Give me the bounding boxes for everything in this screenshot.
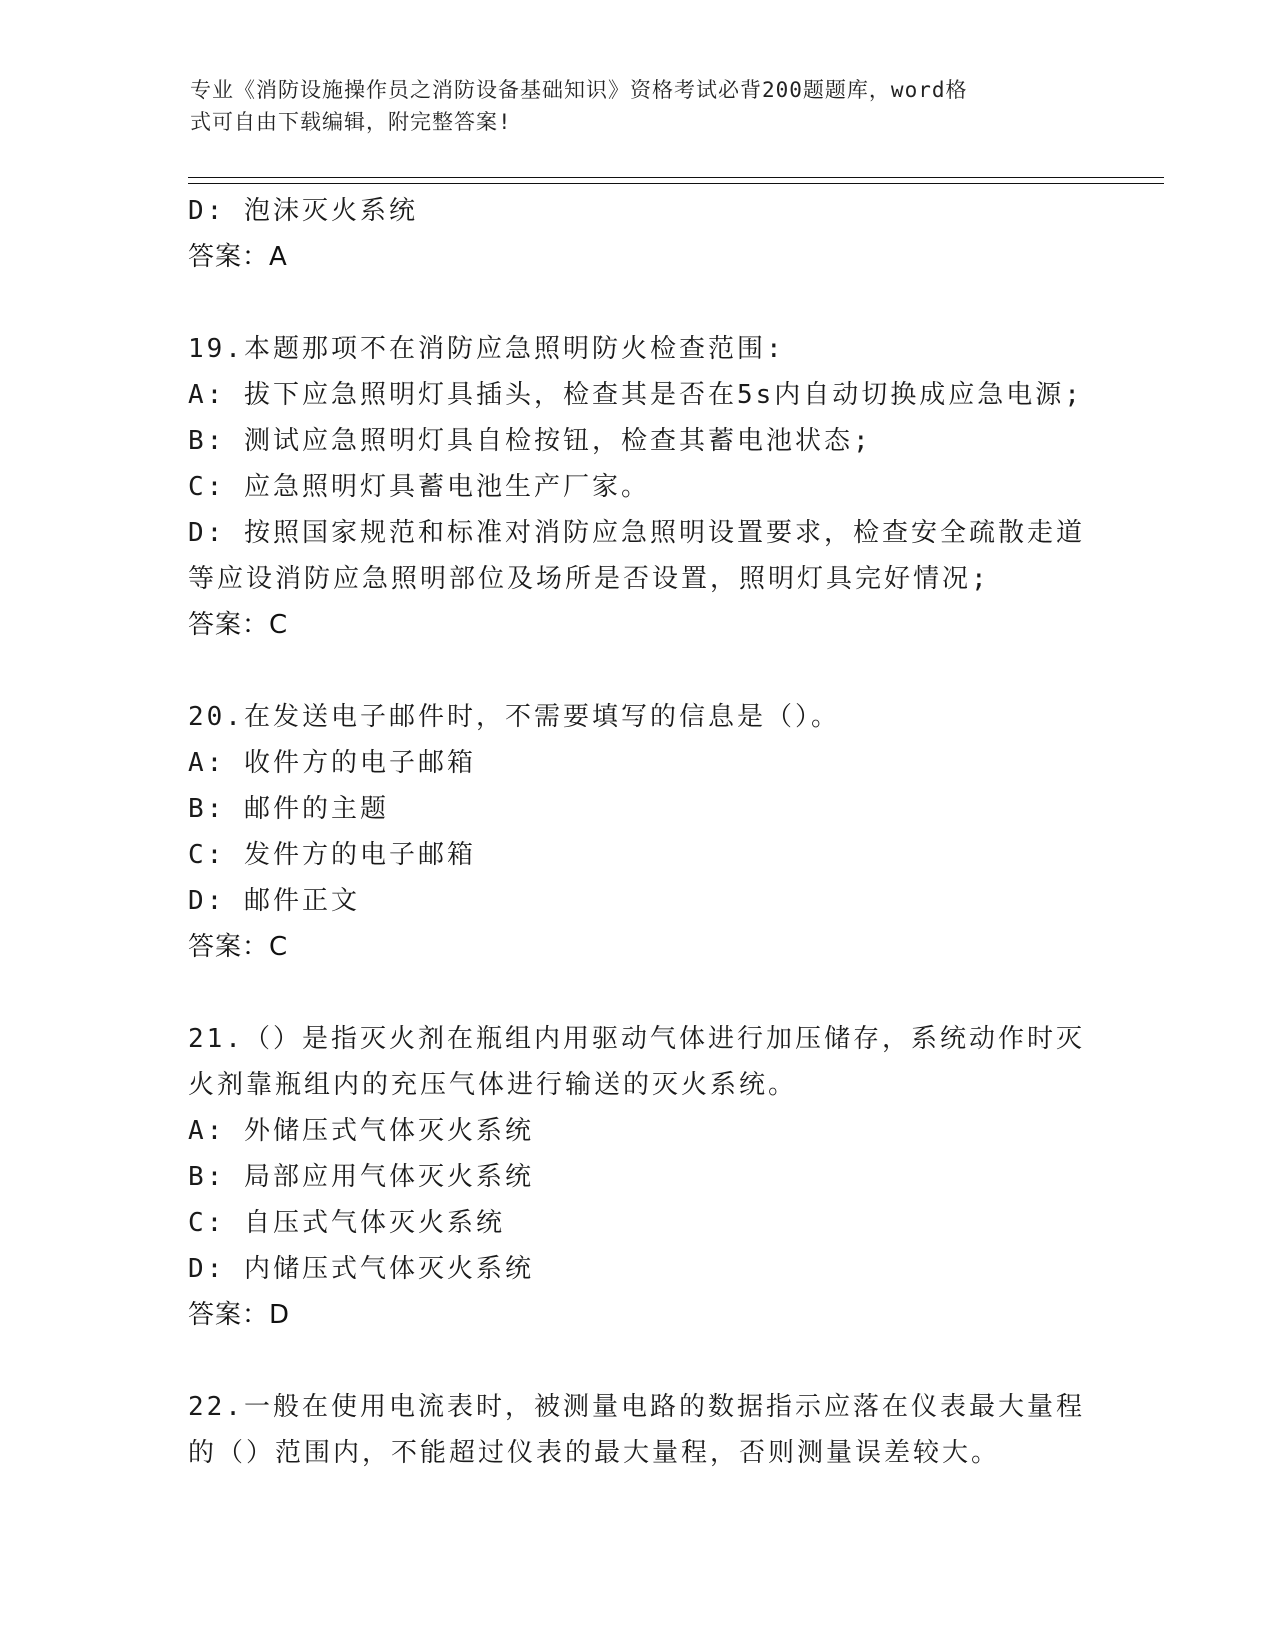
question-stem: 20.在发送电子邮件时，不需要填写的信息是（）。 [188, 702, 840, 732]
option-d-line-1: D: 按照国家规范和标准对消防应急照明设置要求，检查安全疏散走道 [188, 518, 1085, 548]
answer: 答案：A [188, 242, 288, 272]
header-line-2: 式可自由下载编辑，附完整答案! [190, 110, 512, 134]
question-stem-line-2: 的（）范围内，不能超过仪表的最大量程，否则测量误差较大。 [188, 1438, 1001, 1468]
answer: 答案：C [188, 610, 289, 640]
question-19 [188, 326, 1088, 648]
option-a: A: 收件方的电子邮箱 [188, 748, 476, 778]
option-b: B: 邮件的主题 [188, 794, 389, 824]
option-c: C: 应急照明灯具蓄电池生产厂家。 [188, 472, 650, 502]
option-d: D: 内储压式气体灭火系统 [188, 1254, 534, 1284]
option-b: B: 测试应急照明灯具自检按钮，检查其蓄电池状态; [188, 426, 872, 456]
question-stem-line-1: 21.（）是指灭火剂在瓶组内用驱动气体进行加压储存，系统动作时灭 [188, 1024, 1085, 1054]
option-b: B: 局部应用气体灭火系统 [188, 1162, 534, 1192]
question-18-tail [188, 188, 1088, 280]
spacer [188, 648, 1088, 694]
question-21 [188, 1016, 1088, 1338]
spacer [188, 280, 1088, 326]
option-a: A: 拔下应急照明灯具插头，检查其是否在5s内自动切换成应急电源; [188, 380, 1083, 410]
spacer [188, 1338, 1088, 1384]
answer: 答案：C [188, 932, 289, 962]
document-header [190, 74, 1080, 138]
question-20 [188, 694, 1088, 970]
question-22 [188, 1384, 1088, 1476]
question-content [188, 188, 1088, 1476]
option-d: D: 邮件正文 [188, 886, 360, 916]
option-a: A: 外储压式气体灭火系统 [188, 1116, 534, 1146]
option-c: C: 发件方的电子邮箱 [188, 840, 476, 870]
question-stem-line-1: 22.一般在使用电流表时，被测量电路的数据指示应落在仪表最大量程 [188, 1392, 1085, 1422]
header-divider-bottom [188, 183, 1164, 184]
question-stem: 19.本题那项不在消防应急照明防火检查范围: [188, 334, 785, 364]
header-line-1: 专业《消防设施操作员之消防设备基础知识》资格考试必背200题题库，word格 [190, 78, 968, 102]
spacer [188, 970, 1088, 1016]
option-d-line-2: 等应设消防应急照明部位及场所是否设置，照明灯具完好情况; [188, 564, 990, 594]
option-c: C: 自压式气体灭火系统 [188, 1208, 505, 1238]
header-divider-top [188, 177, 1164, 178]
option-d: D: 泡沫灭火系统 [188, 196, 418, 226]
question-stem-line-2: 火剂靠瓶组内的充压气体进行输送的灭火系统。 [188, 1070, 798, 1100]
answer: 答案：D [188, 1300, 291, 1330]
